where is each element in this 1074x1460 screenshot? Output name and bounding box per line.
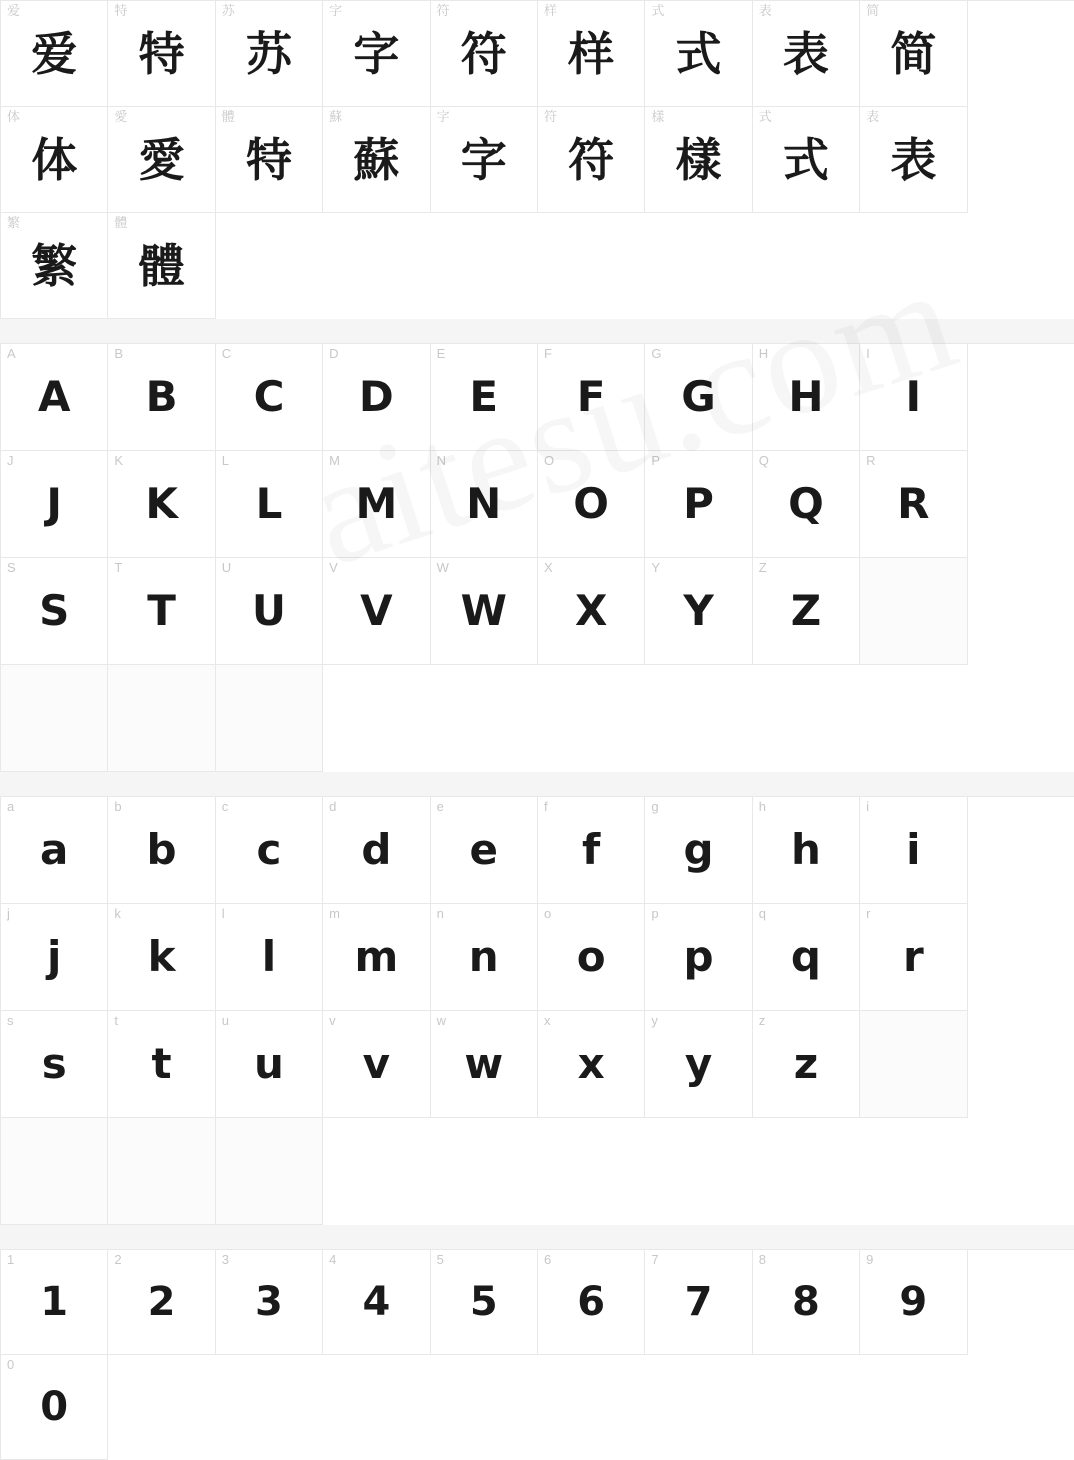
glyph-cell-character: y xyxy=(684,1039,713,1088)
glyph-cell-character: C xyxy=(253,372,285,421)
glyph-cell[interactable] xyxy=(108,797,215,904)
glyph-cell-label: 3 xyxy=(221,1252,230,1267)
glyph-cell-label: 表 xyxy=(758,3,772,18)
glyph-cell-character: n xyxy=(468,932,499,981)
glyph-cell[interactable] xyxy=(216,1,323,107)
glyph-cell-label: C xyxy=(221,346,232,361)
glyph-cell-character: u xyxy=(254,1039,284,1088)
glyph-cell[interactable] xyxy=(323,1011,430,1118)
glyph-cell-character: 0 xyxy=(40,1384,69,1430)
glyph-cell-label: I xyxy=(866,346,870,361)
glyph-cell-character: 6 xyxy=(577,1279,606,1325)
glyph-cell-character: J xyxy=(46,479,63,528)
glyph-cell-label: f xyxy=(543,799,548,814)
glyph-cell[interactable] xyxy=(323,107,430,213)
glyph-cell[interactable] xyxy=(431,558,538,665)
glyph-cell[interactable] xyxy=(645,904,752,1011)
glyph-cell[interactable] xyxy=(431,904,538,1011)
glyph-cell[interactable] xyxy=(1,107,108,213)
glyph-cell[interactable] xyxy=(645,451,752,558)
glyph-cell-label: A xyxy=(7,346,16,361)
glyph-cell-label: 符 xyxy=(436,3,450,18)
glyph-cell[interactable] xyxy=(860,904,967,1011)
glyph-cell-character: w xyxy=(464,1039,504,1088)
glyph-cell-character: m xyxy=(354,932,399,981)
glyph-block-cjk-simplified xyxy=(0,0,1074,319)
glyph-cell-label: l xyxy=(221,906,225,921)
glyph-cell[interactable] xyxy=(538,904,645,1011)
glyph-cell-character: o xyxy=(576,932,606,981)
glyph-cell-label: 體 xyxy=(114,215,128,230)
glyph-cell-character: U xyxy=(251,586,287,635)
glyph-cell-character: 苏 xyxy=(245,26,292,81)
glyph-cell-character: h xyxy=(790,825,821,874)
glyph-cell-label: N xyxy=(436,453,446,468)
glyph-cell-label: z xyxy=(758,1013,766,1028)
glyph-cell-label: W xyxy=(436,560,449,575)
glyph-block-latin-lowercase xyxy=(0,796,1074,1225)
glyph-cell[interactable] xyxy=(431,107,538,213)
glyph-cell-character: i xyxy=(906,825,921,874)
glyph-cell-label: 愛 xyxy=(114,109,128,124)
glyph-cell[interactable] xyxy=(1,797,108,904)
glyph-cell-label: u xyxy=(221,1013,230,1028)
glyph-cell[interactable] xyxy=(108,558,215,665)
glyph-cell-character: 式 xyxy=(782,132,829,187)
glyph-cell-label: G xyxy=(651,346,662,361)
glyph-cell-label: 4 xyxy=(329,1252,337,1267)
glyph-cell[interactable] xyxy=(108,1250,215,1355)
glyph-cell-label: 符 xyxy=(543,109,557,124)
glyph-cell[interactable] xyxy=(323,344,430,451)
glyph-cell-label: 苏 xyxy=(221,3,235,18)
glyph-cell[interactable] xyxy=(753,344,860,451)
glyph-cell[interactable] xyxy=(1,344,108,451)
glyph-cell[interactable] xyxy=(323,1250,430,1355)
glyph-cell[interactable] xyxy=(108,451,215,558)
glyph-cell[interactable] xyxy=(645,558,752,665)
glyph-cell[interactable] xyxy=(645,344,752,451)
glyph-cell-label: L xyxy=(221,453,230,468)
glyph-cell-label: 9 xyxy=(866,1252,874,1267)
glyph-cell[interactable] xyxy=(538,451,645,558)
glyph-cell-character: Y xyxy=(683,586,714,635)
glyph-cell-character: K xyxy=(145,479,178,528)
glyph-cell[interactable] xyxy=(753,1,860,107)
glyph-cell-character: A xyxy=(37,372,71,421)
glyph-cell-label: j xyxy=(7,906,10,921)
glyph-cell-character: W xyxy=(460,586,507,635)
glyph-cell[interactable] xyxy=(753,1250,860,1355)
glyph-cell-character: 字 xyxy=(353,26,400,81)
glyph-cell-label: 1 xyxy=(7,1252,15,1267)
glyph-cell-character: Z xyxy=(790,586,822,635)
glyph-cell[interactable] xyxy=(431,451,538,558)
glyph-cell[interactable] xyxy=(645,797,752,904)
glyph-cell-character: 7 xyxy=(684,1279,713,1325)
glyph-cell-character: 符 xyxy=(460,26,507,81)
glyph-cell[interactable] xyxy=(108,344,215,451)
glyph-cell-character: 字 xyxy=(460,132,507,187)
glyph-cell-character: H xyxy=(788,372,824,421)
glyph-cell[interactable] xyxy=(1,904,108,1011)
glyph-cell-label: r xyxy=(866,906,871,921)
glyph-cell-label: K xyxy=(114,453,124,468)
glyph-cell-label: k xyxy=(114,906,121,921)
glyph-cell[interactable] xyxy=(216,1011,323,1118)
glyph-cell-character: r xyxy=(902,932,924,981)
glyph-cell-character: g xyxy=(683,825,714,874)
glyph-cell-character: 符 xyxy=(568,132,615,187)
glyph-cell-label: 式 xyxy=(758,109,772,124)
glyph-cell-empty xyxy=(1,1118,108,1225)
glyph-cell[interactable] xyxy=(108,213,215,319)
glyph-cell-character: 5 xyxy=(469,1279,498,1325)
glyph-cell-character: Q xyxy=(788,479,824,528)
glyph-cell[interactable] xyxy=(645,107,752,213)
glyph-cell-character: d xyxy=(361,825,392,874)
glyph-cell-character: 蘇 xyxy=(353,132,400,187)
glyph-cell[interactable] xyxy=(216,797,323,904)
glyph-cell[interactable] xyxy=(1,213,108,319)
glyph-cell-character: f xyxy=(582,825,601,874)
glyph-cell-character: c xyxy=(256,825,282,874)
glyph-cell-label: T xyxy=(114,560,123,575)
glyph-cell-label: 简 xyxy=(866,3,880,18)
glyph-cell-character: L xyxy=(255,479,283,528)
glyph-cell-label: x xyxy=(543,1013,551,1028)
glyph-cell-label: 蘇 xyxy=(329,109,343,124)
glyph-cell[interactable] xyxy=(216,558,323,665)
glyph-cell-label: p xyxy=(651,906,659,921)
glyph-cell-character: q xyxy=(790,932,821,981)
glyph-cell-empty xyxy=(108,665,215,772)
glyph-cell-label: 字 xyxy=(436,109,450,124)
glyph-cell-label: d xyxy=(329,799,337,814)
glyph-cell-label: 0 xyxy=(7,1357,15,1372)
glyph-cell-character: G xyxy=(681,372,716,421)
glyph-cell-label: F xyxy=(543,346,552,361)
glyph-cell[interactable] xyxy=(538,344,645,451)
glyph-cell-character: E xyxy=(469,372,499,421)
glyph-cell[interactable] xyxy=(108,1011,215,1118)
glyph-cell-character: 樣 xyxy=(675,132,722,187)
glyph-cell-label: n xyxy=(436,906,444,921)
glyph-cell[interactable] xyxy=(108,107,215,213)
glyph-cell-character: 特 xyxy=(245,132,292,187)
glyph-cell[interactable] xyxy=(1,1355,108,1460)
glyph-cell-character: D xyxy=(358,372,394,421)
glyph-cell-character: N xyxy=(466,479,502,528)
glyph-cell-character: 表 xyxy=(890,132,937,187)
block-separator xyxy=(0,1225,1074,1249)
glyph-cell[interactable] xyxy=(108,1,215,107)
glyph-cell-label: V xyxy=(329,560,338,575)
glyph-cell-character: B xyxy=(145,372,178,421)
glyph-cell-label: J xyxy=(7,453,14,468)
glyph-cell-character: 8 xyxy=(792,1279,820,1325)
glyph-cell-label: 2 xyxy=(114,1252,122,1267)
glyph-cell-empty xyxy=(216,665,323,772)
block-separator xyxy=(0,772,1074,796)
glyph-cell-character: 体 xyxy=(31,132,78,187)
glyph-cell[interactable] xyxy=(216,904,323,1011)
glyph-cell[interactable] xyxy=(431,344,538,451)
glyph-cell[interactable] xyxy=(753,107,860,213)
glyph-cell[interactable] xyxy=(216,344,323,451)
glyph-cell-label: P xyxy=(651,453,661,468)
glyph-cell-character: p xyxy=(683,932,714,981)
glyph-cell-label: E xyxy=(436,346,446,361)
glyph-cell-label: 體 xyxy=(221,109,235,124)
glyph-cell-character: I xyxy=(905,372,922,421)
glyph-cell-label: a xyxy=(7,799,15,814)
glyph-cell-character: x xyxy=(577,1039,605,1088)
glyph-cell-label: q xyxy=(758,906,766,921)
glyph-cell-empty xyxy=(860,558,967,665)
glyph-cell[interactable] xyxy=(1,1011,108,1118)
glyph-cell[interactable] xyxy=(323,904,430,1011)
glyph-cell-label: H xyxy=(758,346,769,361)
glyph-cell-label: t xyxy=(114,1013,119,1028)
glyph-cell[interactable] xyxy=(860,344,967,451)
glyph-cell-character: R xyxy=(897,479,930,528)
glyph-cell-character: 特 xyxy=(138,26,185,81)
glyph-cell[interactable] xyxy=(323,797,430,904)
glyph-cell-label: s xyxy=(7,1013,14,1028)
glyph-cell-label: o xyxy=(543,906,552,921)
glyph-cell-character: 4 xyxy=(362,1279,391,1325)
glyph-cell[interactable] xyxy=(216,1250,323,1355)
glyph-cell[interactable] xyxy=(860,1,967,107)
glyph-cell-character: a xyxy=(40,825,69,874)
glyph-cell[interactable] xyxy=(323,558,430,665)
glyph-cell-label: w xyxy=(436,1013,446,1028)
glyph-cell-character: 表 xyxy=(782,26,829,81)
glyph-cell-character: 爱 xyxy=(31,26,78,81)
glyph-cell-label: B xyxy=(114,346,124,361)
glyph-cell-label: Y xyxy=(651,560,661,575)
glyph-cell-label: 样 xyxy=(543,3,557,18)
glyph-cell-label: M xyxy=(329,453,341,468)
glyph-cell-character: j xyxy=(46,932,62,981)
glyph-cell-character: 體 xyxy=(138,238,185,293)
glyph-cell[interactable] xyxy=(538,558,645,665)
block-separator xyxy=(0,319,1074,343)
glyph-cell-label: 樣 xyxy=(651,109,665,124)
glyph-cell-character: 繁 xyxy=(31,238,78,293)
glyph-cell-character: P xyxy=(683,479,714,528)
glyph-cell-label: 式 xyxy=(651,3,665,18)
glyph-cell-character: S xyxy=(39,586,70,635)
glyph-cell-character: k xyxy=(147,932,176,981)
glyph-cell-label: c xyxy=(221,799,229,814)
glyph-cell[interactable] xyxy=(860,797,967,904)
glyph-cell-character: t xyxy=(151,1039,172,1088)
glyph-cell-character: V xyxy=(360,586,393,635)
glyph-cell-label: D xyxy=(329,346,339,361)
glyph-cell-character: 9 xyxy=(899,1279,928,1325)
glyph-cell-empty xyxy=(860,1011,967,1118)
glyph-cell-label: 繁 xyxy=(7,215,21,230)
glyph-cell-label: 特 xyxy=(114,3,128,18)
glyph-cell[interactable] xyxy=(431,1250,538,1355)
glyph-cell-label: y xyxy=(651,1013,658,1028)
glyph-cell[interactable] xyxy=(431,1011,538,1118)
glyph-cell-character: 样 xyxy=(568,26,615,81)
glyph-cell[interactable] xyxy=(645,1011,752,1118)
glyph-cell-character: 简 xyxy=(890,26,937,81)
glyph-cell-character: O xyxy=(573,479,609,528)
glyph-cell[interactable] xyxy=(538,1250,645,1355)
glyph-cell-character: 2 xyxy=(147,1279,176,1325)
glyph-cell-label: 8 xyxy=(758,1252,766,1267)
glyph-cell[interactable] xyxy=(860,1250,967,1355)
glyph-cell-character: b xyxy=(146,825,177,874)
glyph-cell-label: h xyxy=(758,799,766,814)
glyph-block-latin-uppercase xyxy=(0,343,1074,772)
glyph-cell-label: m xyxy=(329,906,341,921)
glyph-cell-label: b xyxy=(114,799,122,814)
glyph-cell[interactable] xyxy=(538,797,645,904)
glyph-cell-empty xyxy=(1,665,108,772)
glyph-cell-label: 表 xyxy=(866,109,880,124)
glyph-cell-character: T xyxy=(147,586,176,635)
glyph-cell-label: Z xyxy=(758,560,767,575)
glyph-cell[interactable] xyxy=(1,558,108,665)
glyph-cell-label: 6 xyxy=(543,1252,552,1267)
glyph-cell[interactable] xyxy=(1,1,108,107)
glyph-cell-label: X xyxy=(543,560,553,575)
glyph-cell[interactable] xyxy=(753,451,860,558)
glyph-cell-label: O xyxy=(543,453,555,468)
glyph-cell[interactable] xyxy=(1,451,108,558)
glyph-cell-character: 1 xyxy=(40,1279,69,1325)
glyph-cell[interactable] xyxy=(538,1,645,107)
glyph-cell[interactable] xyxy=(323,451,430,558)
glyph-cell-empty xyxy=(216,1118,323,1225)
glyph-cell-label: 字 xyxy=(329,3,343,18)
glyph-cell-character: e xyxy=(469,825,498,874)
glyph-cell-character: l xyxy=(261,932,277,981)
glyph-block-digits xyxy=(0,1249,1074,1460)
glyph-cell[interactable] xyxy=(431,797,538,904)
glyph-cell[interactable] xyxy=(431,1,538,107)
glyph-cell-label: 7 xyxy=(651,1252,659,1267)
glyph-cell-label: S xyxy=(7,560,16,575)
glyph-cell-label: Q xyxy=(758,453,769,468)
glyph-cell-empty xyxy=(108,1118,215,1225)
glyph-cell[interactable] xyxy=(108,904,215,1011)
glyph-cell[interactable] xyxy=(538,107,645,213)
glyph-cell-label: v xyxy=(329,1013,336,1028)
glyph-cell[interactable] xyxy=(1,1250,108,1355)
glyph-cell-label: 5 xyxy=(436,1252,444,1267)
glyph-cell[interactable] xyxy=(753,558,860,665)
glyph-cell-label: 体 xyxy=(7,109,21,124)
glyph-cell-label: e xyxy=(436,799,444,814)
glyph-cell[interactable] xyxy=(645,1,752,107)
glyph-cell[interactable] xyxy=(645,1250,752,1355)
glyph-cell-label: 爱 xyxy=(7,3,21,18)
glyph-cell-character: z xyxy=(793,1039,819,1088)
glyph-cell[interactable] xyxy=(216,107,323,213)
glyph-cell[interactable] xyxy=(538,1011,645,1118)
glyph-cell[interactable] xyxy=(860,451,967,558)
glyph-cell[interactable] xyxy=(753,1011,860,1118)
glyph-cell[interactable] xyxy=(753,904,860,1011)
glyph-cell[interactable] xyxy=(860,107,967,213)
glyph-cell-character: v xyxy=(362,1039,391,1088)
glyph-cell-character: 式 xyxy=(675,26,722,81)
glyph-cell-character: 3 xyxy=(255,1279,283,1325)
glyph-cell-character: M xyxy=(355,479,398,528)
glyph-cell-label: i xyxy=(866,799,870,814)
glyph-cell-character: 愛 xyxy=(138,132,185,187)
glyph-cell-character: s xyxy=(41,1039,67,1088)
glyph-cell[interactable] xyxy=(323,1,430,107)
glyph-cell[interactable] xyxy=(753,797,860,904)
glyph-cell-label: g xyxy=(651,799,659,814)
glyph-cell-label: U xyxy=(221,560,232,575)
glyph-cell-character: F xyxy=(576,372,606,421)
glyph-cell-character: X xyxy=(574,586,608,635)
glyph-cell[interactable] xyxy=(216,451,323,558)
glyph-cell-label: R xyxy=(866,453,876,468)
